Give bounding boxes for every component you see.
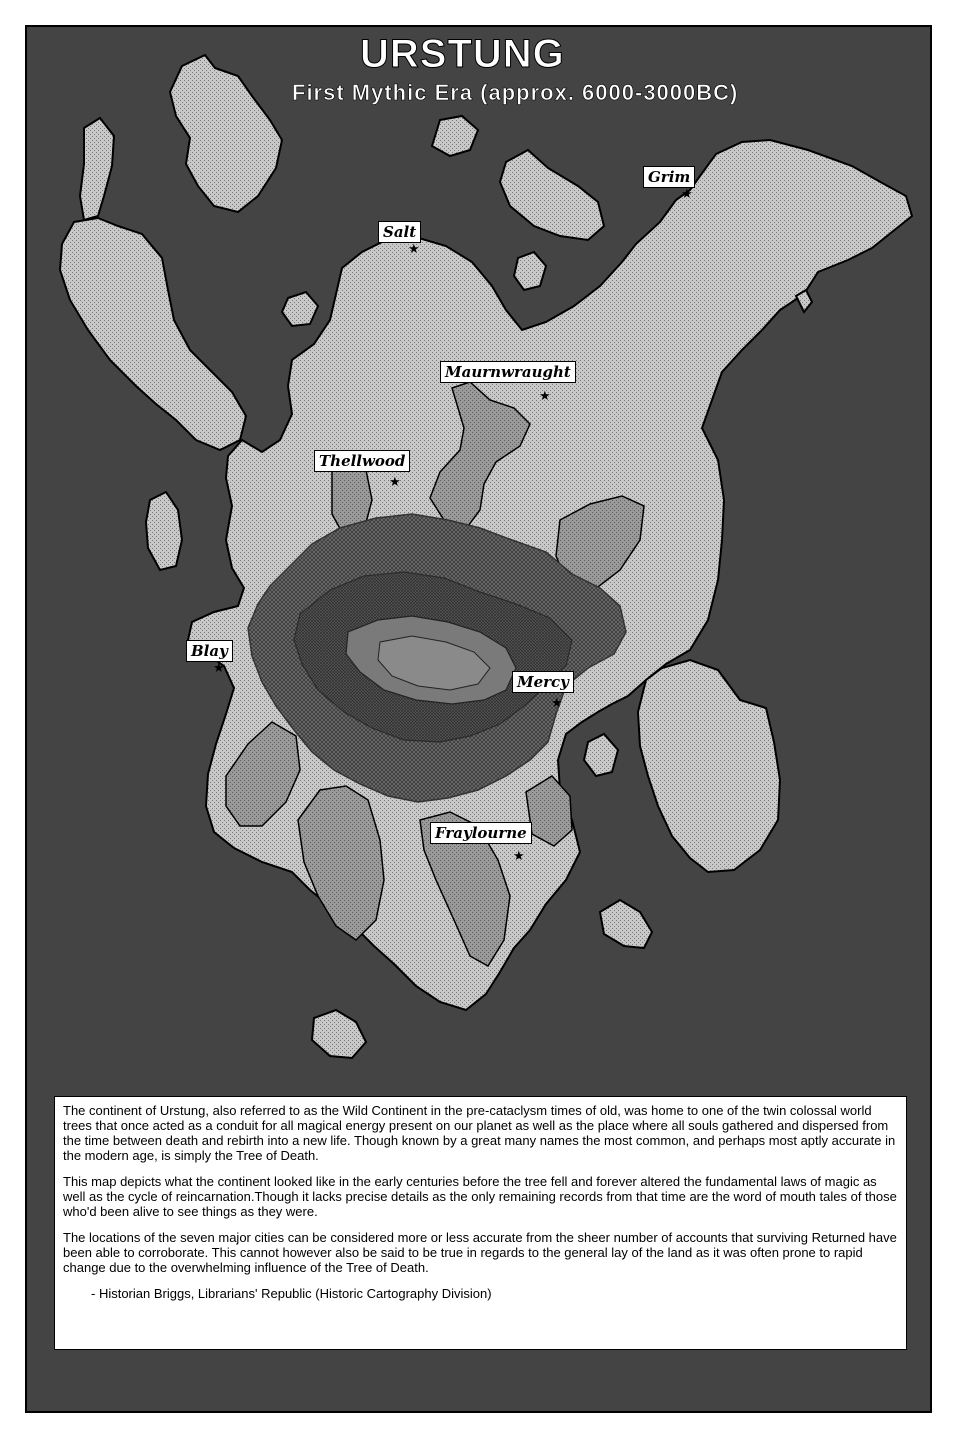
city-label-thellwood: Thellwood [314, 450, 410, 472]
description-paragraph: The continent of Urstung, also referred to as the Wild Continent in the pre-cataclysm times of old, was home to one of the twin colossal world trees that once acted as a conduit for all magical energy present on our planet as well as the place where all souls gathered and dispersed from the time between death and rebirth into a new life. Though known by a great many names the most common, and perhaps most aptly accurate in the modern age, is simply the Tree of Death. [63, 1103, 896, 1163]
island-south [312, 1010, 366, 1058]
map-subtitle: First Mythic Era (approx. 6000-3000BC) [292, 80, 739, 105]
map-title: URSTUNG [360, 32, 565, 76]
star-icon: ★ [551, 696, 563, 711]
island-east-mid [600, 900, 652, 948]
signature: - Historian Briggs, Librarians' Republic (Historic Cartography Division) [91, 1286, 492, 1301]
island-northeast [500, 150, 604, 240]
island-west-long [80, 118, 114, 220]
star-icon: ★ [681, 187, 693, 202]
city-label-salt: Salt [378, 221, 421, 243]
lowland-south [298, 786, 384, 940]
city-label-mercy: Mercy [512, 671, 574, 693]
city-label-grim: Grim [643, 166, 695, 188]
star-icon: ★ [539, 389, 551, 404]
star-icon: ★ [513, 849, 525, 864]
island-west-tiny [282, 292, 318, 326]
island-east-small [584, 734, 618, 776]
star-icon: ★ [408, 242, 420, 257]
landmass-east [638, 660, 780, 872]
star-icon: ★ [389, 475, 401, 490]
description-paragraph: This map depicts what the continent looked like in the early centuries before the tree fell and forever altered the fundamental laws of magic as well as the cycle of reincarnation.Though it lacks precise details as the only remaining records from that time are the word of mouth tales of those who'd been alive to see things as they were. [63, 1174, 897, 1219]
star-icon: ★ [213, 661, 225, 676]
city-label-maurnwraught: Maurnwraught [440, 361, 576, 383]
landmass-west [60, 218, 246, 450]
island-northwest [170, 55, 282, 212]
city-label-blay: Blay [186, 640, 233, 662]
island-north-tiny [514, 252, 546, 290]
description-box [54, 1096, 907, 1350]
island-west-mid [146, 492, 182, 570]
city-label-fraylourne: Fraylourne [430, 822, 532, 844]
description-paragraph: The locations of the seven major cities can be considered more or less accurate from the sheer number of accounts that surviving Returned have been able to corroborate. This cannot however also be said to be true in regards to the general lay of the land as it was often prone to rapid change due to the overwhelming influence of the Tree of Death. [63, 1230, 897, 1275]
island-north-small [432, 116, 478, 156]
